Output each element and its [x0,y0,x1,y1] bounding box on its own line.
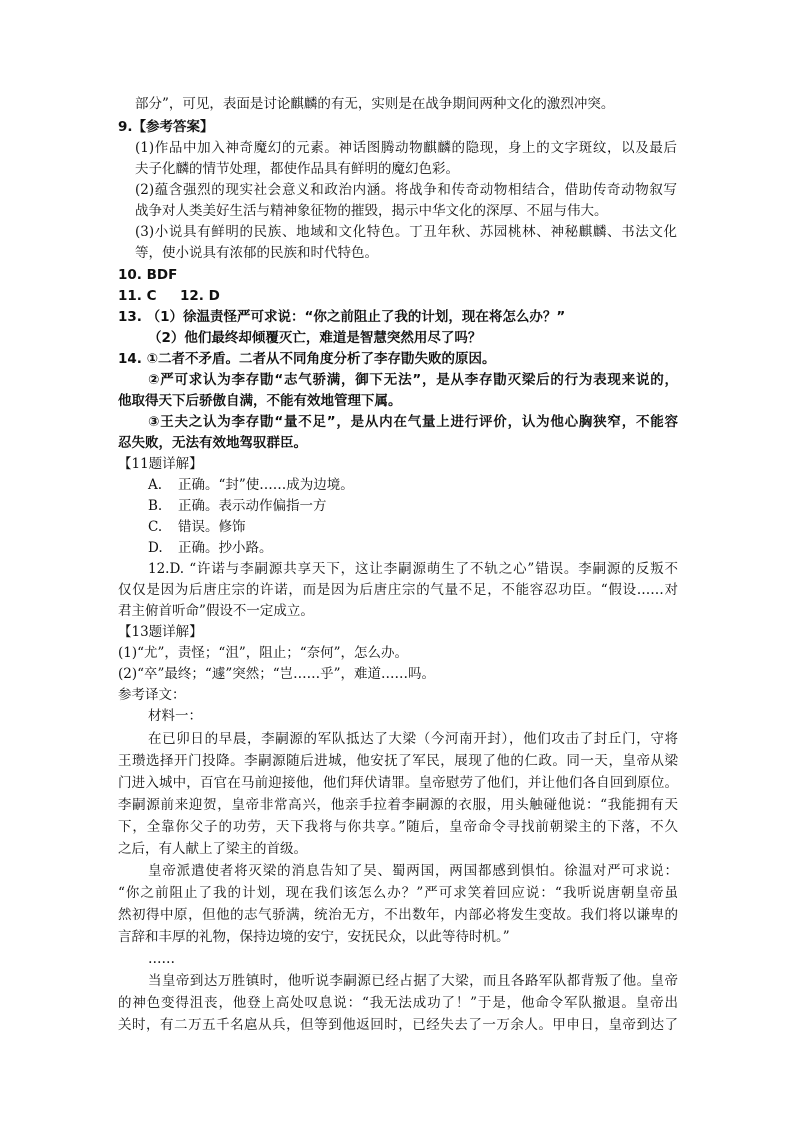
option-b-text: 正确。表示动作偏指一方 [178,498,327,514]
material-one-heading: 材料一： [148,708,202,724]
option-d-text: 正确。抄小路。 [178,540,273,556]
text-line: 然初得中原，但他的志气骄满，统治无方，不出数年，内部必将发生变故。我们将以谦卑的 [118,907,678,923]
option-b-label: B. [148,498,163,514]
option-a-label: A. [148,477,163,493]
section-heading-13: 【13题详解】 [118,624,203,640]
text-line: (3)小说具有鲜明的民族、地域和文化特色。丁丑年秋、苏园桃林、神秘麒麟、书法文化 [135,224,677,240]
text-line: 仅仅是因为后唐庄宗的许诺，而是因为后唐庄宗的气量不足，不能容忍功臣。“假设……对 [118,582,678,598]
text-line: 皇帝派遣使者将灭梁的消息告知了吴、蜀两国，两国都感到惧怕。徐温对严可求说： [148,863,678,879]
option-c-label: C. [148,519,163,535]
answer-10: 10. BDF [118,267,178,283]
ellipsis: …… [148,951,175,967]
answer-14-2: ②严可求认为李存勖“志气骄满，御下无法”，是从李存勖灭梁后的行为表现来说的， [148,372,678,388]
text-line: 当皇帝到达万胜镇时，他听说李嗣源已经占据了大梁，而且各路军队都背叛了他。皇帝 [148,973,678,989]
text-line: 夫子化麟的情节处理，都使作品具有鲜明的魔幻色彩。 [135,161,459,177]
answer-13-2: （2）他们最终却倾覆灭亡，难道是智慧突然用尽了吗？ [148,330,482,346]
text-line: (2)“卒”最终；“遽”突然；“岂……乎”，难道……吗。 [118,666,436,682]
text-line: 王瓒选择开门投降。李嗣源随后进城，他安抚了军民，展现了他的仁政。同一天，皇帝从梁 [118,753,678,769]
option-a-text: 正确。“封”使……成为边境。 [178,477,354,493]
answer-14-3: ③王夫之认为李存勖“量不足”，是从内在气量上进行评价，认为他心胸狭窄，不能容 [148,414,678,430]
text-line: 在已卯日的早晨，李嗣源的军队抵达了大梁（今河南开封），他们攻击了封丘门，守将 [148,731,678,747]
text-line: 李嗣源前来迎贺，皇帝非常高兴，他亲手拉着李嗣源的衣服，用头触碰他说：“我能拥有天 [118,797,678,813]
answer-11-12: 11. C 12. D [118,288,220,304]
text-line: 下，全靠你父子的功劳，天下我将与你共享。”随后，皇帝命令寻找前朝梁主的下落，不久 [118,819,678,835]
translation-heading: 参考译文： [118,687,186,703]
text-line: (1)“尤”，责怪；“沮”，阻止；“奈何”，怎么办。 [118,645,409,661]
text-line: 关时，有二万五千名扈从兵，但等到他返回时，已经失去了一万余人。甲申日，皇帝到达了 [118,1017,678,1033]
answer-9-heading: 9.【参考答案】 [118,119,214,135]
option-c-text: 错误。修饰 [178,519,246,535]
section-heading-11: 【11题详解】 [118,456,203,472]
text-line: 门进入城中，百官在马前迎接他，他们拜伏请罪。皇帝慰劳了他们，并让他们各自回到原位。 [118,775,678,791]
text-line: 他取得天下后骄傲自满，不能有效地管理下属。 [118,393,402,409]
text-line: (1)作品中加入神奇魔幻的元素。神话图腾动物麒麟的隐现，身上的文字斑纹，以及最后 [135,140,677,156]
text-line: 12.D. “许诺与李嗣源共享天下，这让李嗣源萌生了不轨之心”错误。李嗣源的反叛不 [148,561,678,577]
text-line: 等，使小说具有浓郁的民族和时代特色。 [135,245,378,261]
text-line: 言辞和丰厚的礼物，保持边境的安宁，安抚民众，以此等待时机。” [118,929,510,945]
text-line: 的神色变得沮丧，他登上高处叹息说：“我无法成功了！”于是，他命令军队撤退。皇帝出 [118,995,678,1011]
answer-14-1: 14. ①二者不矛盾。二者从不同角度分析了李存勖失败的原因。 [118,351,496,367]
text-line: 之后，有人献上了梁主的首级。 [118,841,307,857]
option-d-label: D. [148,540,163,556]
text-line: 忍失败，无法有效地驾驭群臣。 [118,435,307,451]
text-line: 部分”，可见，表面是讨论麒麟的有无，实则是在战争期间两种文化的激烈冲突。 [135,96,615,112]
text-line: 君主俯首听命”假设不一定成立。 [118,603,314,619]
text-line: 战争对人类美好生活与精神象征物的摧毁，揭示中华文化的深厚、不屈与伟大。 [135,203,608,219]
text-line: “你之前阻止了我的计划，现在我们该怎么办？”严可求笑着回应说：“我听说唐朝皇帝虽 [118,885,678,901]
text-line: (2)蕴含强烈的现实社会意义和政治内涵。将战争和传奇动物相结合，借助传奇动物叙写 [135,182,677,198]
answer-13-1: 13. （1）徐温责怪严可求说：“你之前阻止了我的计划，现在将怎么办？” [118,309,566,325]
